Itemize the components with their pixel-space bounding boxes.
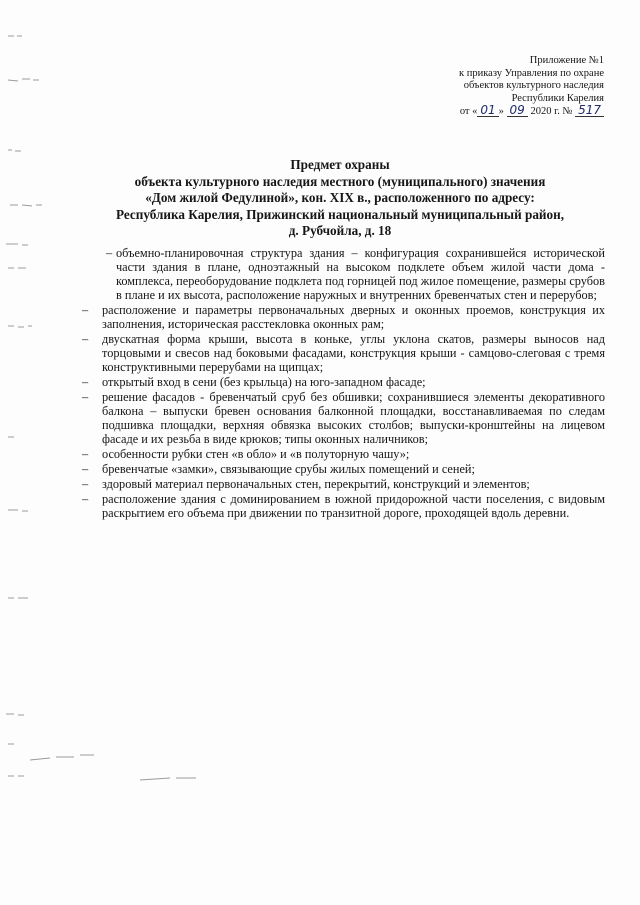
list-dash: – — [82, 332, 89, 346]
appendix-date-line — [364, 105, 604, 119]
list-item-text: открытый вход в сени (без крыльца) на юго-западном фасаде; — [102, 375, 426, 389]
date-prefix: от « — [459, 106, 478, 117]
appendix-line-4: Республики Карелия — [511, 92, 604, 104]
protection-items-list — [60, 246, 605, 521]
list-item — [60, 303, 605, 331]
list-dash: – — [82, 390, 89, 404]
title-line-2: объекта культурного наследия местного (муниципального) значения — [134, 173, 546, 189]
title-line-5: д. Рубчойла, д. 18 — [288, 223, 392, 238]
appendix-header — [364, 55, 604, 119]
title-line-1: Предмет охраны — [290, 157, 390, 172]
date-mid: » — [498, 106, 504, 117]
list-item-text: особенности рубки стен «в обло» и «в полуторную чашу»; — [102, 447, 410, 461]
list-dash: – — [82, 462, 89, 476]
appendix-line-1: Приложение №1 — [529, 55, 604, 66]
list-item-text: бревенчатые «замки», связывающие срубы жилых помещений и сеней; — [102, 462, 475, 476]
list-item-text: двускатная форма крыши, высота в коньке, углы уклона скатов, размеры выносов над торцовыми и свесов над боковыми фасадами, конструкция крыши - самцово-слеговая с тремя конструктивными перерубами на щипцах; — [102, 332, 605, 374]
order-number-handwritten: 517 — [575, 105, 604, 117]
list-item — [60, 447, 605, 461]
list-dash: – — [82, 375, 89, 389]
date-day-handwritten: 01 — [477, 105, 498, 117]
list-dash: – — [82, 492, 89, 506]
list-item — [60, 375, 605, 389]
list-item — [60, 477, 605, 491]
list-item — [60, 462, 605, 476]
list-dash: – — [82, 477, 89, 491]
appendix-line-3: объектов культурного наследия — [463, 80, 604, 91]
list-item — [60, 492, 605, 520]
list-dash: – — [106, 246, 113, 260]
list-item — [60, 246, 605, 302]
list-item-text: решение фасадов - бревенчатый сруб без обшивки; сохранившиеся элементы декоративного балкона – выпуски бревен основания балконной площадки, восстанавливаемая по следам подшивка площадки, верхняя обвязка высоких столбов; выпуски-кронштейны на лицевом фасаде и их резьба в виде крюков; типы оконных наличников; — [102, 390, 605, 446]
list-item-text: расположение здания с доминированием в южной придорожной части поселения, с видовым раскрытием его объема при движении по транзитной дороге, проходящей вдоль деревни. — [102, 492, 605, 520]
appendix-line-2: к приказу Управления по охране — [459, 67, 604, 79]
document-title — [70, 157, 610, 240]
list-item — [60, 390, 605, 446]
list-item-text: объемно-планировочная структура здания – конфигурация сохранившейся исторической части здания в плане, одноэтажный на высоком подклете объем жилой части дома - комплекса, переоборудование подклета под горницей под жилое помещение, размеры срубов в плане и их высота, расположение наружных и внутренних бревенчатых стен и перерубов; — [116, 246, 605, 302]
title-line-4: Республика Карелия, Прижинский национальный муниципальный район, — [115, 206, 564, 222]
date-year: 2020 г. № — [530, 106, 573, 117]
date-month-handwritten: 09 — [507, 105, 528, 117]
list-dash: – — [82, 303, 89, 317]
list-item — [60, 332, 605, 374]
list-dash: – — [82, 447, 89, 461]
list-item-text: здоровый материал первоначальных стен, перекрытий, конструкций и элементов; — [102, 477, 530, 491]
title-line-3: «Дом жилой Федулиной», кон. XIX в., расположенного по адресу: — [145, 190, 535, 205]
list-item-text: расположение и параметры первоначальных дверных и оконных проемов, конструкция их заполнения, историческая расстекловка оконных рам; — [102, 303, 605, 331]
